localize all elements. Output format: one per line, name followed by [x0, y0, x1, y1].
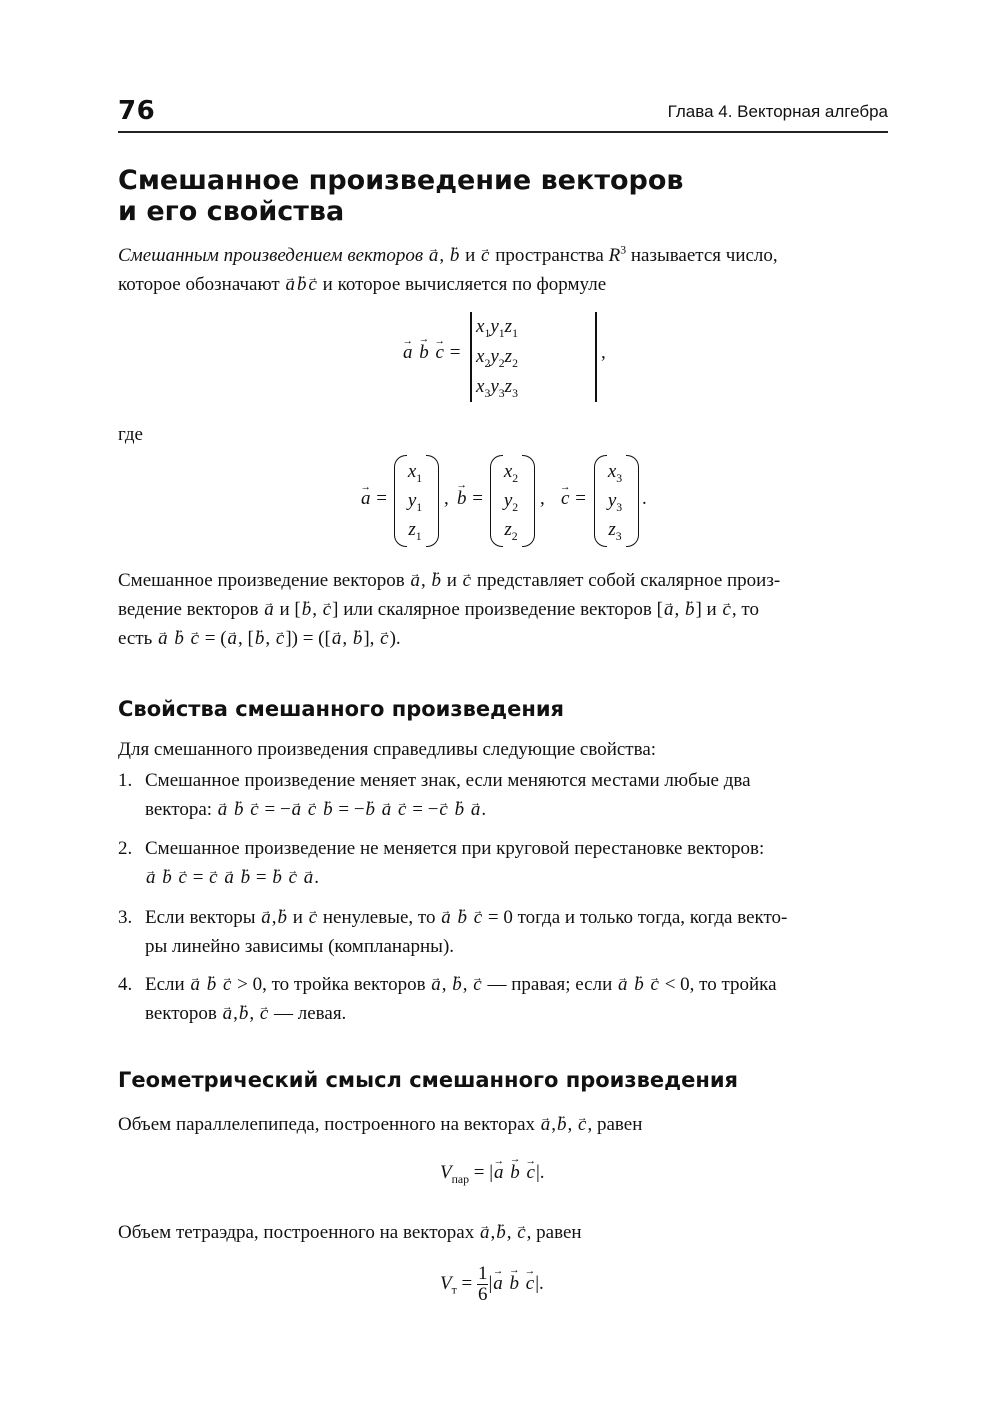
- definition-term: Смешанным произведением векторов: [118, 245, 424, 266]
- geometric-heading: Геометрический смысл смешанного произведения: [118, 1068, 739, 1092]
- determinant-matrix: $x_1$ $y_1$ $z_1$ $x_2$ $y_2$ $z_2$ $x_3$ $y_3$ $z_3$: [476, 316, 518, 400]
- scalar-product-paragraph: Смешанное произведение векторов → a, → b и → c представляет собой скалярное произ- ведение векторов → a и [→ b, → c] или скалярное произведение векторов [→ a, → b] и → c, то есть → a → b → c = (→ a, [→ b, → c]) = ([→ a, → b], → c).: [118, 566, 888, 653]
- tetrahedron-paragraph: Объем тетраэдра, построенного на векторах → a,→ b, → c, равен: [118, 1218, 888, 1247]
- page-number: 76: [118, 96, 156, 126]
- running-head: Глава 4. Векторная алгебра: [667, 102, 888, 121]
- definition-paragraph: Смешанным произведением векторов → a, → b и → c пространства $R^3$ называется число, которое обозначают → a→ b→ c и которое вычисляется по формуле: [118, 241, 888, 299]
- header-rule: [118, 131, 888, 133]
- document-page: 76 Глава 4. Векторная алгебра Смешанное произведение векторов и его свойства Смешанным произведением векторов → a, → b и → c пространства $R^3$ называется число, которое обозначают → a→ b→ c и которое вычисляется по формуле → a → b → c = $x_1$ $y_1$ $z_1$ $x_2$ $y_2$ $z_2$ $x_3$ $y_3$ $z_3$ , где → a = $x_1$ $y_1$ $z_1$ , → b = $x_2$ $y_2$ $z_2$ , → c = $x_3$ $y_3$ $z_3$ . Смешанное произведение векторов → a, → b и → c представляет собой скалярное произ- ведение векторов → a и [→ b, → c] или скалярное произведение векторов [→ a, → b] и → c, то есть → a → b → c = (→ a, [→ b, → c]) = ([→ a, → b], → c). Свойства смешанного произведения Для смешанного произведения справедливы следующие свойства: 1. Смешанное произведение меняет знак, если меняются местами любые два вектора: → a → b → c = −→ a → c → b = −→ b → a → c = −→ c → b → a. 2. Смешанное произведение не меняется при круговой перестановке векторов: → a → b → c = → c → a → b = → b → c → a. 3. Если векторы → a,→ b и → c ненулевые, то → a → b → c = 0 тогда и только тогда, когда векто- ры линейно зависимы (компланарны). 4. Если → a → b → c > 0, то тройка векторов → a, → b, → c — правая; если → a → b → c < 0, то тройка векторов → a,→ b, → c — левая. Геометрический смысл смешанного произведения Объем параллелепипеда, построенного на векторах → a,→ b, → c, равен $V_{пар}$ = |→ a → b → c|. Объем тетраэдра, построенного на векторах → a,→ b, → c, равен $V_т$ = $\frac{1}{6}$ |→ a → b → c|.: [0, 0, 1000, 1425]
- properties-intro: Для смешанного произведения справедливы следующие свойства:: [118, 739, 657, 760]
- section-title: Смешанное произведение векторов и его свойства: [118, 165, 684, 227]
- parallelepiped-volume-formula: $V_{пар}$ = |→ a → b → c|.: [440, 1162, 545, 1184]
- where-label: где: [118, 424, 143, 445]
- properties-heading: Свойства смешанного произведения: [118, 697, 565, 721]
- tetrahedron-volume-formula: $V_т$ = $\frac{1}{6}$ |→ a → b → c|.: [440, 1264, 544, 1305]
- parallelepiped-paragraph: Объем параллелепипеда, построенного на векторах → a,→ b, → c, равен: [118, 1110, 888, 1139]
- page-header: [118, 96, 888, 132]
